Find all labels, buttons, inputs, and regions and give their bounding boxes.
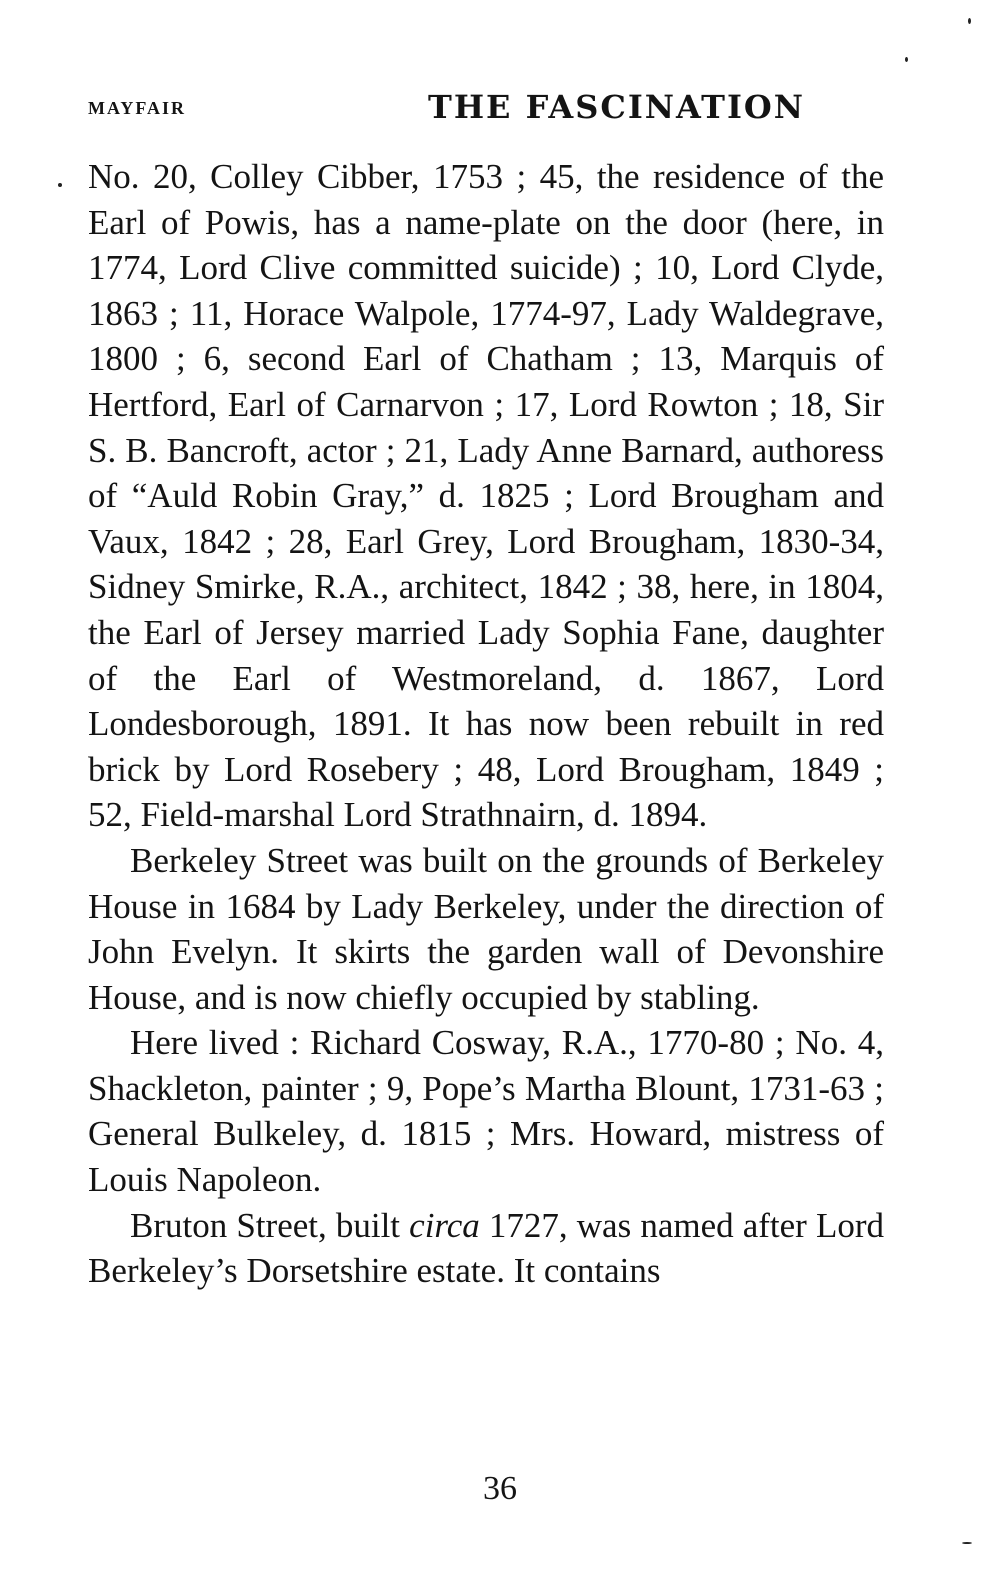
chapter-title: THE FASCINATION [428,88,806,126]
bruton-text-end: 1727, was named after Lord Berkeley’s Dorsetshire estate. It contains [88,1205,884,1291]
page-number: 36 [483,1470,517,1507]
scan-speck [962,1542,972,1544]
bruton-text-italic: circa [409,1205,480,1245]
bruton-text-start: Bruton Street, built [130,1205,410,1245]
paragraph-berkeley-street: Berkeley Street was built on the grounds of Berkeley House in 1684 by Lady Berkeley, under the direction of John Evelyn. It skirts the garden wall of Devonshire House, and is now chiefly occupied by stabling. [88,840,884,1017]
scan-speck [58,183,62,187]
paragraph-berkeley-street-residents: Here lived : Richard Cosway, R.A., 1770-80 ; No. 4, Shackleton, painter ; 9, Pope’s Martha Blount, 1731-63 ; General Bulkeley, d. 1815 ; Mrs. Howard, mistress of Louis Napoleon. [88,1023,884,1200]
scan-speck [905,57,908,62]
body-text [88,154,884,1294]
scan-speck [968,18,971,24]
running-head [88,88,888,128]
paragraph-charles-street-residents: No. 20, Colley Cibber, 1753 ; 45, the residence of the Earl of Powis, has a name-plate on the door (here, in 1774, Lord Clive committed suicide) ; 10, Lord Clyde, 1863 ; 11, Horace Walpole, 1774-97, Lady Waldegrave, 1800 ; 6, second Earl of Chatham ; 13, Marquis of Hertford, Earl of Carnarvon ; 17, Lord Rowton ; 18, Sir S. B. Bancroft, actor ; 21, Lady Anne Barnard, authoress of “Auld Robin Gray,” d. 1825 ; Lord Brougham and Vaux, 1842 ; 28, Earl Grey, Lord Brougham, 1830-34, Sidney Smirke, R.A., architect, 1842 ; 38, here, in 1804, the Earl of Jersey married Lady Sophia Fane, daughter of the Earl of Westmoreland, d. 1867, Lord Londesborough, 1891. It has now been rebuilt in red brick by Lord Rosebery ; 48, Lord Brougham, 1849 ; 52, Field-marshal Lord Strathnairn, d. 1894. [88,157,884,835]
paragraph-bruton-street [88,1203,884,1294]
section-label: MAYFAIR [88,98,186,118]
